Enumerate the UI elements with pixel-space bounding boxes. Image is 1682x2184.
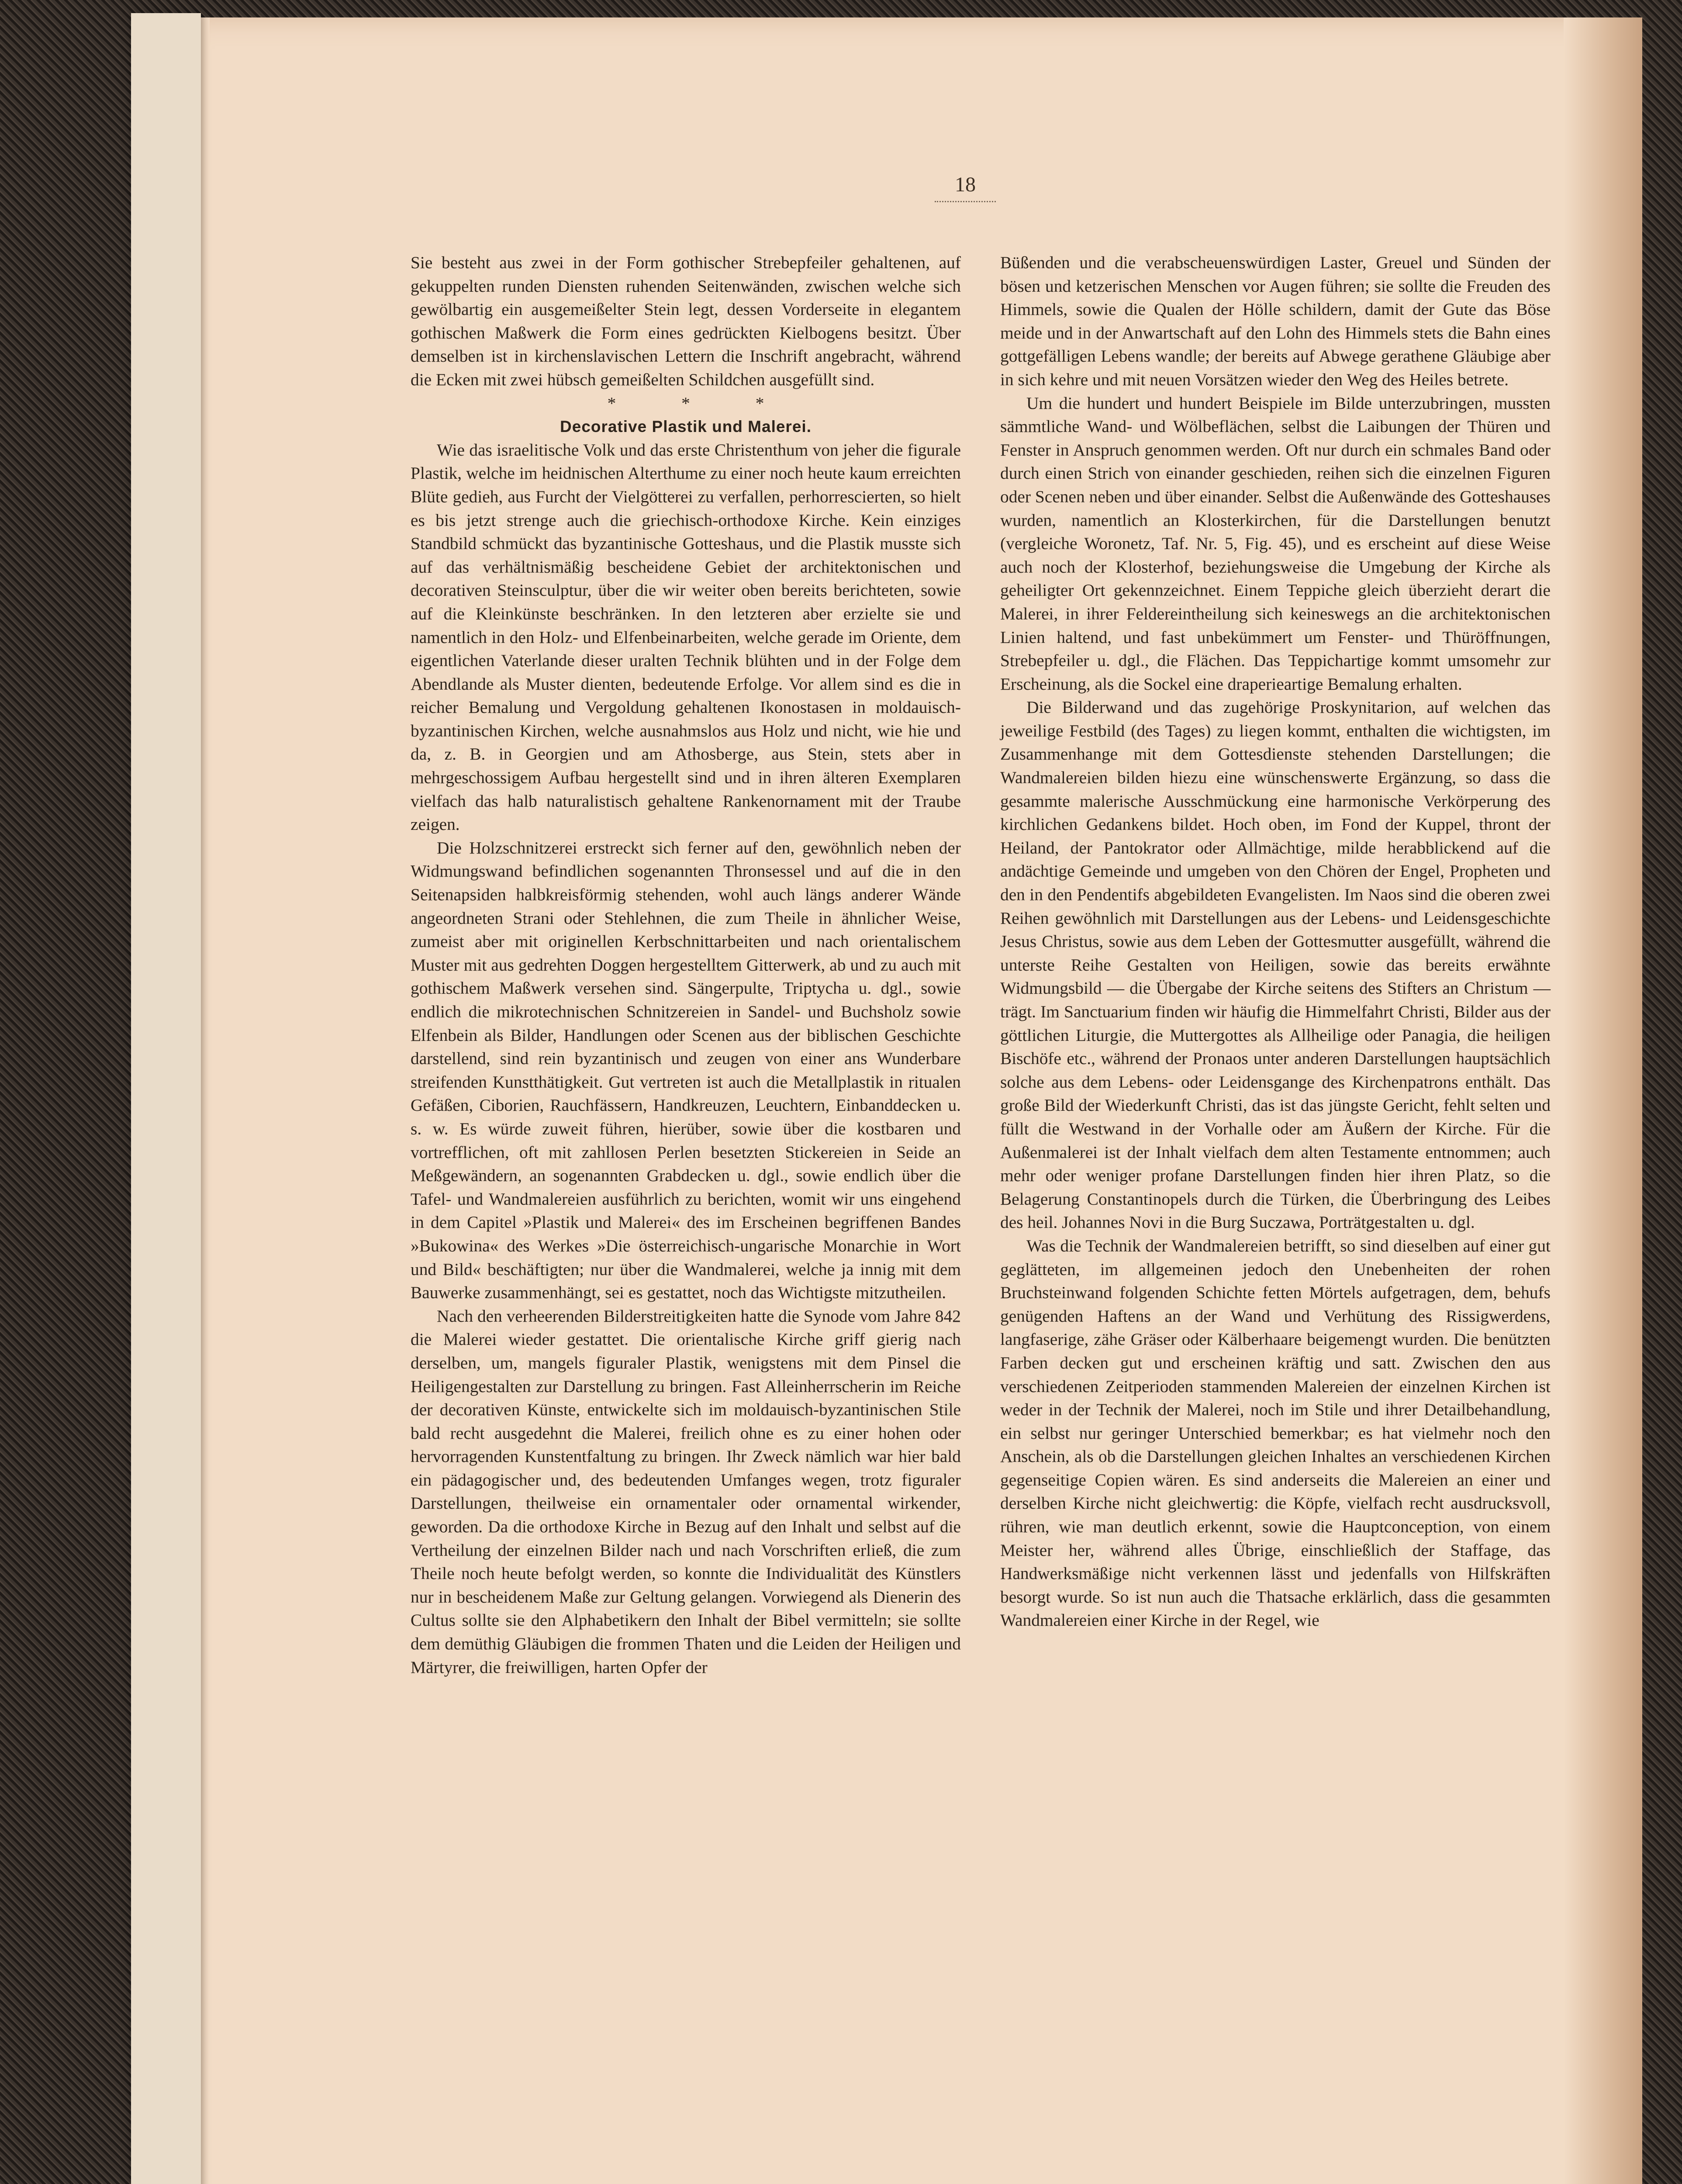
paragraph: Büßenden und die verabscheuenswürdigen Laster, Greuel und Sünden der bösen und ketzerischen Menschen vor Augen führen; sie sollte die Freuden des Himmels, sowie die Qualen der Hölle schildern, damit der Gute das Böse meide und in der Anwartschaft auf den Lohn des Himmels stets die Bahn eines gottgefälligen Lebens wandle; der bereits auf Abwege gerathene Gläubige aber in sich kehre und mit neuen Vorsätzen wieder den Weg des Heiles betrete. [1000, 253, 1551, 389]
text-column-left [411, 251, 961, 1679]
page-number: 18 [955, 173, 976, 196]
binding-tape [131, 13, 201, 2184]
paragraph: Sie besteht aus zwei in der Form gothischer Strebepfeiler gehaltenen, auf gekuppelten runden Diensten ruhenden Seitenwänden, zwischen welche sich gewölbartig ein ausgemeißelter Stein legt, dessen Vorderseite in elegantem gothischen Maßwerk die Form eines gedrückten Kielbogens besitzt. Über demselben ist in kirchenslavischen Lettern die Inschrift angebracht, während die Ecken mit zwei hübsch gemeißelten Schildchen ausgefüllt sind. [411, 253, 961, 389]
paragraph: Was die Technik der Wandmalereien betrifft, so sind dieselben auf einer gut geglätteten, im allgemeinen jedoch den Unebenheiten der rohen Bruchsteinwand folgenden Schichte fetten Mörtels aufgetragen, dem, behufs genügenden Haftens an der Wand und Verhütung des Rissigwerdens, langfaserige, zähe Gräser oder Kälberhaare beigemengt wurden. Die benützten Farben decken gut und erscheinen kräftig und satt. Zwischen den aus verschiedenen Zeitperioden stammenden Malereien der einzelnen Kirchen ist weder in der Technik der Malerei, noch im Stile und ihrer Detailbehandlung, ein selbst nur geringer Unterschied bemerkbar; es hat vielmehr noch den Anschein, als ob die Darstellungen gleichen Inhaltes an verschiedenen Kirchen gegenseitige Copien wären. Es sind anderseits die Malereien an einer und derselben Kirche nicht gleichwertig: die Köpfe, vielfach recht ausdrucksvoll, rühren, wie man deutlich erkennt, sowie die Hauptconception, von einem Meister her, während alles Übrige, einschließlich der Staffage, das Handwerksmäßige nicht verkennen lässt und jedenfalls von Hilfskräften besorgt wurde. So ist nun auch die Thatsache erklärlich, dass die gesammten Wandmalereien einer Kirche in der Regel, wie [1000, 1236, 1551, 1630]
page-number-ornament [935, 201, 996, 202]
paragraph: Wie das israelitische Volk und das erste Christenthum von jeher die figurale Plastik, welche im heidnischen Alterthume zu einer noch heute kaum erreichten Blüte gedieh, aus Furcht der Vielgötterei zu verfallen, perhorrescierten, so hielt es bis jetzt strenge auch die griechisch-orthodoxe Kirche. Kein einziges Standbild schmückt das byzantinische Gotteshaus, und die Plastik musste sich auf das verhältnismäßig bescheidene Gebiet der architektonischen und decorativen Steinsculptur, über die wir weiter oben bereits berichteten, sowie auf die Kleinkünste beschränken. In den letzteren aber erzielte sie und namentlich in den Holz- und Elfenbeinarbeiten, welche gerade im Oriente, dem eigentlichen Vaterlande dieser uralten Technik blühten und in der Folge dem Abendlande als Muster dienten, bedeutende Erfolge. Vor allem sind es die in reicher Bemalung und Vergoldung gehaltenen Ikonostasen in moldauisch-byzantinischen Kirchen, welche ausnahmslos aus Holz und nicht, wie hie und da, z. B. in Georgien und am Athosberge, aus Stein, stets aber in mehrgeschossigem Aufbau hergestellt sind und in ihren älteren Exemplaren vielfach das halb naturalistisch gehaltene Rankenornament mit der Traube zeigen. [411, 440, 961, 834]
page-edge-shadow [1564, 17, 1642, 2184]
text-column-right [1000, 251, 1551, 1632]
paragraph: Die Bilderwand und das zugehörige Proskynitarion, auf welchen das jeweilige Festbild (des Tages) zu liegen kommt, enthalten die wichtigsten, im Zusammenhange mit dem Gottesdienste stehenden Darstellungen; die Wandmalereien bilden hiezu eine wünschenswerte Ergänzung, so dass die gesammte malerische Ausschmückung eine harmonische Verkörperung des kirchlichen Gedankens bildet. Hoch oben, im Fond der Kuppel, thront der Heiland, der Pantokrator oder Allmächtige, milde herabblickend auf die andächtige Gemeinde und umgeben von den Chören der Engel, Propheten und den in den Pendentifs abgebildeten Evangelisten. Im Naos sind die oberen zwei Reihen gewöhnlich mit Darstellungen aus der Lebens- und Leidensgeschichte Jesus Christus, sowie aus dem Leben der Gottesmutter ausgefüllt, während die unterste Reihe Gestalten von Heiligen, sowie das bereits erwähnte Widmungsbild — die Übergabe der Kirche seitens des Stifters an Christum — trägt. Im Sanctuarium finden wir häufig die Himmelfahrt Christi, Bilder aus der göttlichen Liturgie, die Muttergottes als Allheilige oder Panagia, die heiligen Bischöfe etc., während der Pronaos unter anderen Darstellungen hauptsächlich solche aus dem Lebens- oder Leidensgange des Kirchenpatrons enthält. Das große Bild der Wiederkunft Christi, das ist das jüngste Gericht, fehlt selten und füllt die Westwand in der Vorhalle oder am Äußern der Kirche. Für die Außenmalerei ist der Inhalt vielfach dem alten Testamente entnommen; auch mehr oder weniger profane Darstellungen finden hier ihren Platz, so die Belagerung Constantinopels durch die Türken, die Überbringung des Leibes des heil. Johannes Novi in die Burg Suczawa, Porträtgestalten u. dgl. [1000, 698, 1551, 1232]
section-heading: Decorative Plastik und Malerei. [560, 418, 812, 436]
section-separator-stars: * * * [607, 393, 795, 413]
paragraph: Die Holzschnitzerei erstreckt sich ferner auf den, gewöhnlich neben der Widmungswand befindlichen sogenannten Thronsessel und auf die in den Seitenapsiden halbkreisförmig stehenden, wohl auch längs anderer Wände angeordneten Strani oder Stehlehnen, die zum Theile in ähnlicher Weise, zumeist aber mit originellen Kerbschnittarbeiten und nach orientalischem Muster mit aus gedrehten Doggen hergestelltem Gitterwerk, ab und zu auch mit gothischem Maßwerk versehen sind. Sängerpulte, Triptycha u. dgl., sowie endlich die mikrotechnischen Schnitzereien in Sandel- und Buchsholz sowie Elfenbein als Bilder, Handlungen oder Scenen aus der biblischen Geschichte darstellend, sind rein byzantinisch und zeugen von einer ans Wunderbare streifenden Kunstthätigkeit. Gut vertreten ist auch die Metallplastik in ritualen Gefäßen, Ciborien, Rauchfässern, Handkreuzen, Leuchtern, Einbanddecken u. s. w. Es würde zuweit führen, hierüber, sowie über die kostbaren und vortrefflichen, oft mit zahllosen Perlen besetzten Stickereien in Seide an Meßgewändern, an sogenannten Grabdecken u. dgl., sowie endlich über die Tafel- und Wandmalereien ausführlich zu berichten, womit wir uns eingehend in dem Capitel »Plastik und Malerei« des im Erscheinen begriffenen Bandes »Bukowina« des Werkes »Die österreichisch-ungarische Monarchie in Wort und Bild« beschäftigten; nur über die Wandmalerei, welche ja innig mit dem Bauwerke zusammenhängt, sei es gestattet, noch das Wichtigste mitzutheilen. [411, 838, 961, 1303]
paragraph: Nach den verheerenden Bilderstreitigkeiten hatte die Synode vom Jahre 842 die Malerei wieder gestattet. Die orientalische Kirche griff gierig nach derselben, um, mangels figuraler Plastik, wenigstens mit dem Pinsel die Heiligengestalten zur Darstellung zu bringen. Fast Alleinherrscherin im Reiche der decorativen Künste, entwickelte sich im moldauisch-byzantinischen Stile bald recht ausgedehnt die Malerei, freilich ohne es zu einer hohen oder hervorragenden Kunstentfaltung zu bringen. Ihr Zweck nämlich war hier bald ein pädagogischer und, des bedeutenden Umfanges wegen, trotz figuraler Darstellungen, theilweise ein ornamentaler oder ornamental wirkender, geworden. Da die orthodoxe Kirche in Bezug auf den Inhalt und selbst auf die Vertheilung der einzelnen Bilder nach und nach Vorschriften erließ, die zum Theile noch heute befolgt werden, so konnte die Individualität des Künstlers nur in bescheidenem Maße zur Geltung gelangen. Vorwiegend als Dienerin des Cultus sollte sie den Alphabetikern den Inhalt der Bibel vermitteln; sie sollte dem demüthig Gläubigen die frommen Thaten und die Leiden der Heiligen und Märtyrer, die freiwilligen, harten Opfer der [411, 1306, 961, 1677]
paragraph: Um die hundert und hundert Beispiele im Bilde unterzubringen, mussten sämmtliche Wand- und Wölbeflächen, selbst die Laibungen der Thüren und Fenster in Anspruch genommen werden. Oft nur durch ein schmales Band oder durch einen Strich von einander geschieden, reihen sich die einzelnen Figuren oder Scenen neben und über einander. Selbst die Außenwände des Gotteshauses wurden, namentlich an Klosterkirchen, für die Darstellungen benutzt (vergleiche Woronetz, Taf. Nr. 5, Fig. 45), und es erscheint auf diese Weise auch noch der Klosterhof, beziehungsweise die Umgebung der Kirche als geheiligter Ort gekennzeichnet. Einem Teppiche gleich überzieht derart die Malerei, in ihrer Feldereintheilung sich keineswegs an die architektonischen Linien haltend, und fast unbekümmert um Fenster- und Thüröffnungen, Strebepfeiler u. dgl., die Flächen. Das Teppichartige kommt umsomehr zur Erscheinung, als die Sockel eine draperieartige Bemalung erhalten. [1000, 393, 1551, 694]
